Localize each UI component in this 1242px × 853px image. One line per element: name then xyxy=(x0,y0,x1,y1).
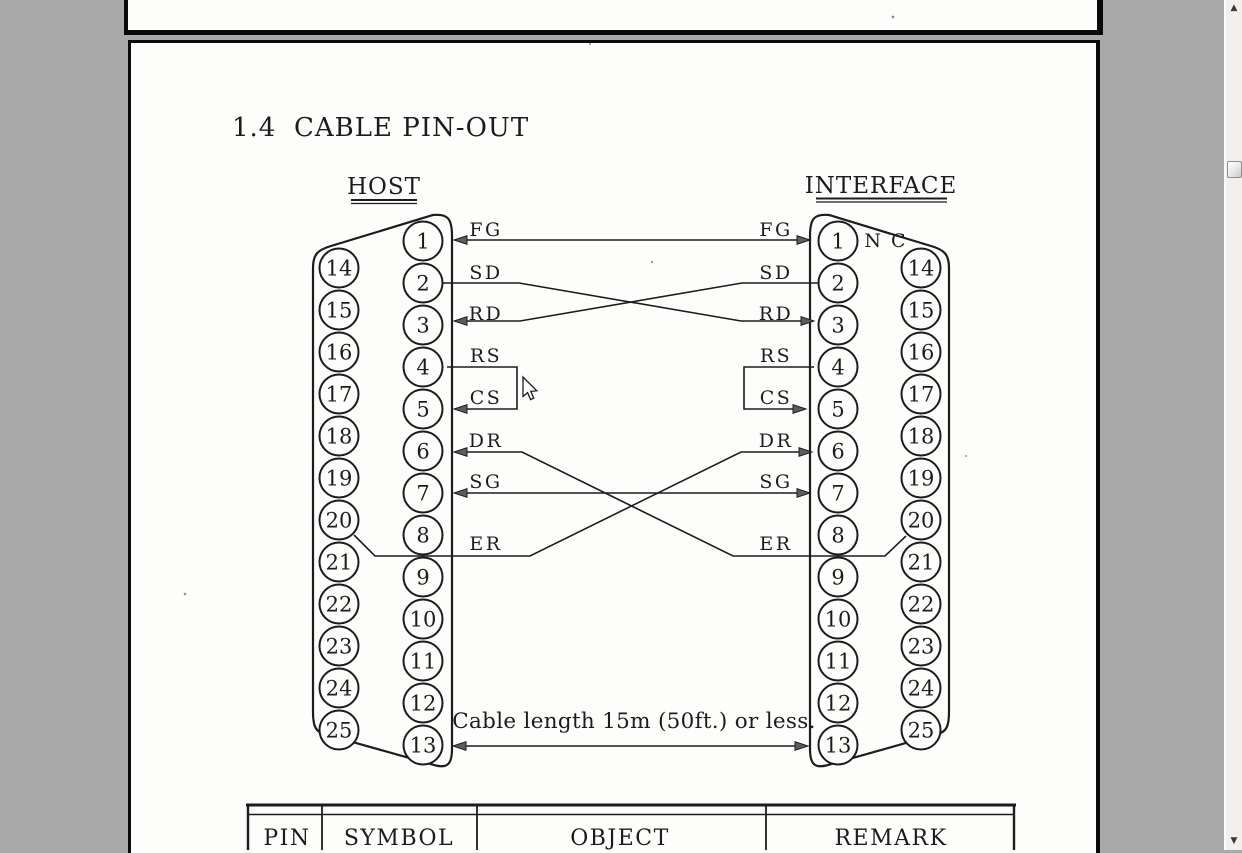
interface-pin-12 xyxy=(819,684,858,723)
interface-signal-fg-label: FG xyxy=(759,219,793,241)
host-pin-10 xyxy=(404,600,443,639)
host-pin-1 xyxy=(404,222,443,261)
interface-signal-cs-label: CS xyxy=(759,387,793,409)
interface-signal-sd-label: SD xyxy=(759,262,793,284)
svg-text:18: 18 xyxy=(907,424,935,449)
svg-text:12: 12 xyxy=(824,691,852,716)
host-pin-24 xyxy=(320,669,359,708)
arrowhead-cs-host xyxy=(454,405,467,414)
svg-text:11: 11 xyxy=(824,649,852,674)
host-pin-19 xyxy=(320,459,359,498)
svg-text:14: 14 xyxy=(907,256,935,281)
svg-text:19: 19 xyxy=(907,466,935,491)
svg-text:15: 15 xyxy=(325,298,353,323)
svg-text:10: 10 xyxy=(824,607,852,632)
arrowhead-rd-interface xyxy=(801,317,814,326)
cable-length-note: Cable length 15m (50ft.) or less. xyxy=(452,709,816,734)
interface-pin-9 xyxy=(819,558,858,597)
interface-signal-rs-label: RS xyxy=(759,345,793,367)
svg-text:9: 9 xyxy=(831,565,845,590)
svg-text:23: 23 xyxy=(907,634,935,659)
svg-text:7: 7 xyxy=(831,481,845,506)
svg-text:20: 20 xyxy=(325,508,353,533)
host-pin-12 xyxy=(404,684,443,723)
svg-text:2: 2 xyxy=(416,271,430,296)
svg-text:22: 22 xyxy=(907,592,935,617)
host-heading: HOST xyxy=(346,174,422,200)
interface-pin-8 xyxy=(819,516,858,555)
arrowhead-sg-interface xyxy=(797,489,810,498)
host-pin-7 xyxy=(404,474,443,513)
arrowhead-rd-host xyxy=(454,317,467,326)
host-pin-16 xyxy=(320,333,359,372)
svg-text:13: 13 xyxy=(824,733,852,758)
scan-speck xyxy=(184,593,187,596)
table-headers xyxy=(263,826,947,850)
svg-text:16: 16 xyxy=(907,340,935,365)
arrowhead-dr-host xyxy=(454,448,467,457)
host-pin-18 xyxy=(320,417,359,456)
host-pin-6 xyxy=(404,432,443,471)
svg-text:17: 17 xyxy=(907,382,935,407)
host-pin-21 xyxy=(320,543,359,582)
svg-text:18: 18 xyxy=(325,424,353,449)
svg-text:10: 10 xyxy=(409,607,437,632)
interface-signal-sg-label: SG xyxy=(759,471,793,493)
arrowhead-fg-host xyxy=(454,236,467,245)
svg-text:7: 7 xyxy=(416,481,430,506)
svg-text:5: 5 xyxy=(831,397,845,422)
host-pin-13 xyxy=(404,726,443,765)
interface-signal-dr-label: DR xyxy=(758,430,794,452)
interface-pin-10 xyxy=(819,600,858,639)
nc-label: N C xyxy=(864,230,908,252)
interface-pin-15 xyxy=(902,291,941,330)
svg-text:24: 24 xyxy=(907,676,935,701)
interface-pin-1 xyxy=(819,222,858,261)
svg-text:8: 8 xyxy=(831,523,845,548)
interface-pin-18 xyxy=(902,417,941,456)
host-pin-2 xyxy=(404,264,443,303)
svg-text:5: 5 xyxy=(416,397,430,422)
arrowhead-cable-interface xyxy=(795,742,808,751)
host-pin-22 xyxy=(320,585,359,624)
host-pin-15 xyxy=(320,291,359,330)
svg-text:21: 21 xyxy=(907,550,935,575)
interface-pin-3 xyxy=(819,306,858,345)
host-pin-3 xyxy=(404,306,443,345)
table-header-object: OBJECT xyxy=(570,826,670,850)
svg-text:21: 21 xyxy=(325,550,353,575)
interface-pin-20 xyxy=(902,501,941,540)
interface-pin-23 xyxy=(902,627,941,666)
interface-pin-4 xyxy=(819,348,858,387)
arrowhead-sg-host xyxy=(454,489,467,498)
scroll-down-arrow-icon[interactable]: ▼ xyxy=(1230,836,1238,846)
svg-text:4: 4 xyxy=(416,355,430,380)
svg-text:16: 16 xyxy=(325,340,353,365)
mouse-cursor xyxy=(523,377,537,400)
svg-text:22: 22 xyxy=(325,592,353,617)
interface-pin-2 xyxy=(819,264,858,303)
host-signal-sd-label: SD xyxy=(469,262,503,284)
page-title: CABLE PIN-OUT xyxy=(294,113,530,143)
host-pin-14 xyxy=(320,249,359,288)
interface-pin-24 xyxy=(902,669,941,708)
host-signal-cs-label: CS xyxy=(469,387,503,409)
pin-table xyxy=(246,805,1016,850)
interface-signal-rd-label: RD xyxy=(758,303,794,325)
svg-text:13: 13 xyxy=(409,733,437,758)
svg-text:1: 1 xyxy=(416,229,430,254)
svg-text:20: 20 xyxy=(907,508,935,533)
svg-text:14: 14 xyxy=(325,256,353,281)
interface-pin-11 xyxy=(819,642,858,681)
svg-text:6: 6 xyxy=(831,439,845,464)
host-pin-20 xyxy=(320,501,359,540)
interface-pin-6 xyxy=(819,432,858,471)
host-pin-25 xyxy=(320,711,359,750)
svg-text:11: 11 xyxy=(409,649,437,674)
arrowhead-fg-interface xyxy=(797,236,810,245)
host-pin-5 xyxy=(404,390,443,429)
svg-text:25: 25 xyxy=(325,718,353,743)
table-header-remark: REMARK xyxy=(834,826,948,850)
host-signal-rd-label: RD xyxy=(468,303,504,325)
svg-text:4: 4 xyxy=(831,355,845,380)
host-pin-4 xyxy=(404,348,443,387)
section-number: 1.4 xyxy=(232,113,277,143)
svg-text:17: 17 xyxy=(325,382,353,407)
scroll-up-arrow-icon[interactable]: ▲ xyxy=(1230,3,1238,13)
table-header-pin: PIN xyxy=(263,826,311,850)
svg-text:25: 25 xyxy=(907,718,935,743)
host-signal-rs-label: RS xyxy=(469,345,503,367)
svg-text:24: 24 xyxy=(325,676,353,701)
scrollbar-thumb[interactable] xyxy=(1227,161,1242,178)
scrollbar[interactable] xyxy=(1224,0,1242,850)
svg-text:19: 19 xyxy=(325,466,353,491)
host-pin-23 xyxy=(320,627,359,666)
interface-heading: INTERFACE xyxy=(804,173,958,199)
scan-speck xyxy=(965,455,967,457)
host-pin-8 xyxy=(404,516,443,555)
scan-speck xyxy=(651,261,653,263)
interface-pin-25 xyxy=(902,711,941,750)
host-pin-11 xyxy=(404,642,443,681)
host-signal-sg-label: SG xyxy=(469,471,503,493)
svg-text:9: 9 xyxy=(416,565,430,590)
interface-pin-13 xyxy=(819,726,858,765)
svg-text:2: 2 xyxy=(831,271,845,296)
interface-pin-16 xyxy=(902,333,941,372)
arrowhead-cable-host xyxy=(453,742,466,751)
arrowhead-cs-interface xyxy=(793,405,806,414)
interface-pin-22 xyxy=(902,585,941,624)
interface-pin-7 xyxy=(819,474,858,513)
svg-text:1: 1 xyxy=(831,229,845,254)
interface-pin-14 xyxy=(902,249,941,288)
host-signal-er-label: ER xyxy=(469,533,503,555)
interface-signal-er-label: ER xyxy=(759,533,793,555)
svg-text:3: 3 xyxy=(416,313,430,338)
table-header-symbol: SYMBOL xyxy=(343,826,455,850)
host-pin-17 xyxy=(320,375,359,414)
host-pin-9 xyxy=(404,558,443,597)
svg-text:8: 8 xyxy=(416,523,430,548)
svg-text:6: 6 xyxy=(416,439,430,464)
scan-speck xyxy=(892,16,895,19)
host-signal-fg-label: FG xyxy=(469,219,503,241)
host-signal-dr-label: DR xyxy=(468,430,504,452)
svg-text:3: 3 xyxy=(831,313,845,338)
svg-text:12: 12 xyxy=(409,691,437,716)
scan-speck xyxy=(589,43,591,45)
interface-pin-5 xyxy=(819,390,858,429)
interface-pin-21 xyxy=(902,543,941,582)
interface-pin-17 xyxy=(902,375,941,414)
interface-pin-19 xyxy=(902,459,941,498)
svg-text:23: 23 xyxy=(325,634,353,659)
svg-text:15: 15 xyxy=(907,298,935,323)
